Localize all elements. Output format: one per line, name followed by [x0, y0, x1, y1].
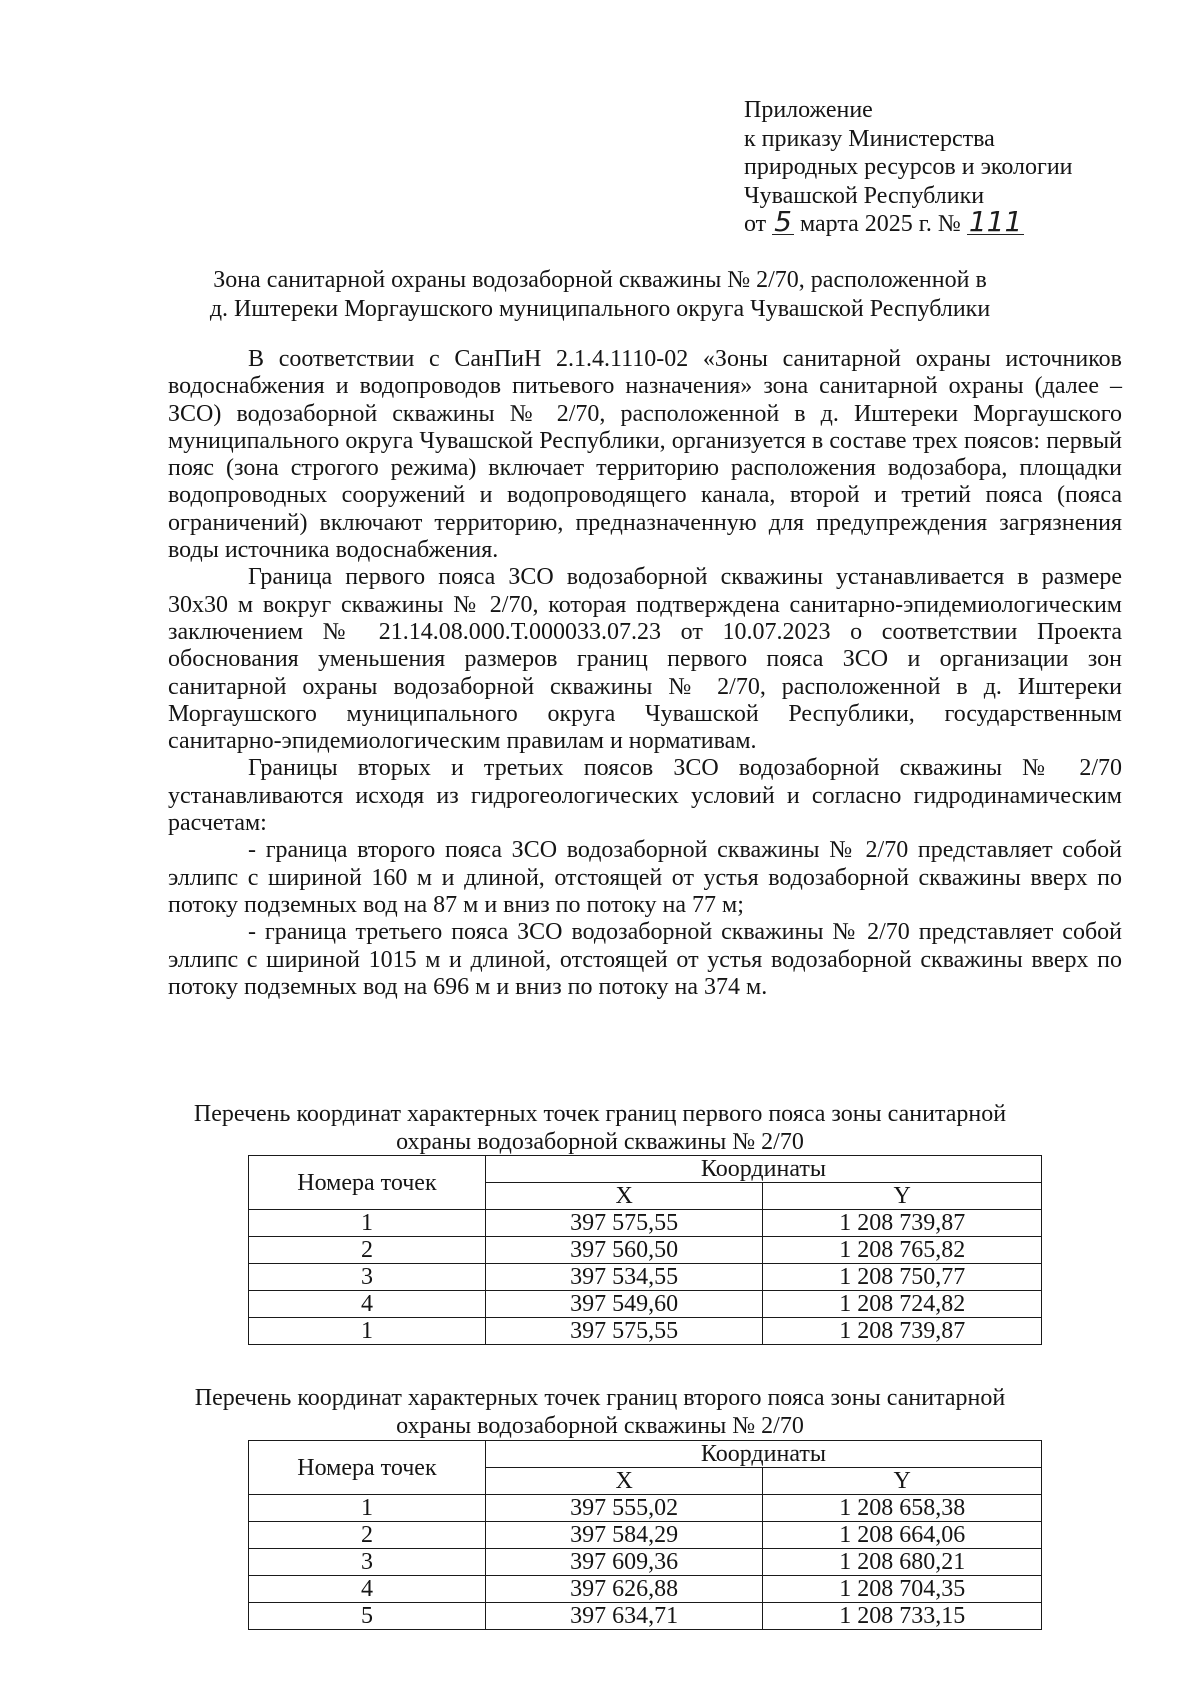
cell-y: 1 208 658,38 — [763, 1495, 1042, 1522]
table-title-line: охраны водозаборной скважины № 2/70 — [396, 1129, 804, 1155]
cell-x: 397 609,36 — [485, 1549, 763, 1576]
table-row — [249, 1522, 1042, 1549]
table-row — [249, 1264, 1042, 1291]
header-y: Y — [763, 1183, 1042, 1210]
appendix-line: природных ресурсов и экологии — [744, 154, 1073, 180]
cell-x: 397 634,71 — [485, 1603, 763, 1630]
cell-point: 2 — [249, 1237, 486, 1264]
document-title — [150, 266, 1050, 324]
appendix-date-line — [744, 205, 1073, 239]
table-row — [249, 1210, 1042, 1237]
cell-x: 397 534,55 — [485, 1264, 763, 1291]
table1-coordinates — [248, 1155, 1042, 1345]
paragraph: В соответствии с СанПиН 2.1.4.1110-02 «Зоны санитарной охраны источников водоснабжения и водопроводов питьевого назначения» зона санитарной охраны (далее – ЗСО) водозаборной скважины № 2/70, расположенной в д. Иштереки Моргаушского муниципального округа Чувашской Республики, организуется в составе трех поясов: первый пояс (зона строгого режима) включает территорию расположения водозабора, площадки водопроводных сооружений и водопроводящего канала, второй и третий пояса (пояса ограничений) включают территорию, предназначенную для предупреждения загрязнения воды источника водоснабжения. — [168, 346, 1122, 564]
cell-point: 3 — [249, 1549, 486, 1576]
cell-y: 1 208 750,77 — [763, 1264, 1042, 1291]
paragraph: - граница третьего пояса ЗСО водозаборной скважины № 2/70 представляет собой эллипс с шириной 1015 м и длиной, отстоящей от устья водозаборной скважины вверх по потоку подземных вод на 696 м и вниз по потоку на 374 м. — [168, 919, 1122, 1000]
header-y: Y — [763, 1468, 1042, 1495]
cell-y: 1 208 765,82 — [763, 1237, 1042, 1264]
cell-point: 4 — [249, 1576, 486, 1603]
paragraph: Граница первого пояса ЗСО водозаборной скважины устанавливается в размере 30х30 м вокруг скважины № 2/70, которая подтверждена санитарно-эпидемиологическим заключением № 21.14.08.000.Т.000033.07.23 от 10.07.2023 о соответствии Проекта обоснования уменьшения размеров границ первого пояса ЗСО и организации зон санитарной охраны водозаборной скважины № 2/70, расположенной в д. Иштереки Моргаушского муниципального округа Чувашской Республики, государственным санитарно-эпидемиологическим правилам и нормативам. — [168, 564, 1122, 755]
cell-point: 3 — [249, 1264, 486, 1291]
table-header-row — [249, 1441, 1042, 1468]
date-prefix: от — [744, 211, 767, 237]
table2-title — [150, 1384, 1050, 1440]
table-title-line: охраны водозаборной скважины № 2/70 — [396, 1413, 804, 1439]
cell-point: 1 — [249, 1495, 486, 1522]
paragraph: Границы вторых и третьих поясов ЗСО водозаборной скважины № 2/70 устанавливаются исходя из гидрогеологических условий и согласно гидродинамическим расчетам: — [168, 755, 1122, 837]
table-header-row — [249, 1156, 1042, 1183]
cell-x: 397 555,02 — [485, 1495, 763, 1522]
header-x: X — [485, 1183, 763, 1210]
document-body — [168, 346, 1122, 1001]
header-points: Номера точек — [249, 1441, 486, 1495]
table-row — [249, 1495, 1042, 1522]
header-x: X — [485, 1468, 763, 1495]
cell-x: 397 584,29 — [485, 1522, 763, 1549]
header-coordinates: Координаты — [485, 1156, 1041, 1183]
appendix-line: Приложение — [744, 97, 873, 123]
table-title-line: Перечень координат характерных точек границ первого пояса зоны санитарной — [193, 1101, 1007, 1127]
cell-x: 397 560,50 — [485, 1237, 763, 1264]
cell-point: 1 — [249, 1210, 486, 1237]
cell-point: 5 — [249, 1603, 486, 1630]
table-row — [249, 1318, 1042, 1345]
appendix-header — [744, 96, 1073, 239]
title-line: Зона санитарной охраны водозаборной скважины № 2/70, расположенной в — [213, 267, 987, 293]
cell-point: 4 — [249, 1291, 486, 1318]
header-coordinates: Координаты — [485, 1441, 1041, 1468]
cell-x: 397 626,88 — [485, 1576, 763, 1603]
cell-y: 1 208 739,87 — [763, 1210, 1042, 1237]
cell-x: 397 549,60 — [485, 1291, 763, 1318]
cell-x: 397 575,55 — [485, 1318, 763, 1345]
paragraph: - граница второго пояса ЗСО водозаборной скважины № 2/70 представляет собой эллипс с шириной 160 м и длиной, отстоящей от устья водозаборной скважины вверх по потоку подземных вод на 87 м и вниз по потоку на 77 м; — [168, 837, 1122, 918]
table-row — [249, 1549, 1042, 1576]
cell-y: 1 208 680,21 — [763, 1549, 1042, 1576]
cell-point: 2 — [249, 1522, 486, 1549]
date-suffix: марта 2025 г. № — [800, 211, 961, 237]
table2-coordinates — [248, 1440, 1042, 1630]
handwritten-day: 5 — [774, 205, 792, 238]
cell-y: 1 208 704,35 — [763, 1576, 1042, 1603]
table1-title — [150, 1100, 1050, 1156]
cell-y: 1 208 733,15 — [763, 1603, 1042, 1630]
header-points: Номера точек — [249, 1156, 486, 1210]
cell-y: 1 208 739,87 — [763, 1318, 1042, 1345]
table-row — [249, 1237, 1042, 1264]
table-row — [249, 1603, 1042, 1630]
appendix-line: к приказу Министерства — [744, 125, 995, 152]
cell-x: 397 575,55 — [485, 1210, 763, 1237]
title-line: д. Иштереки Моргаушского муниципального округа Чувашской Республики — [209, 296, 991, 322]
appendix-line: Чувашской Республики — [744, 182, 985, 209]
table-title-line: Перечень координат характерных точек границ второго пояса зоны санитарной — [194, 1385, 1006, 1411]
cell-y: 1 208 664,06 — [763, 1522, 1042, 1549]
handwritten-order-number: 111 — [968, 205, 1023, 238]
table-row — [249, 1576, 1042, 1603]
cell-y: 1 208 724,82 — [763, 1291, 1042, 1318]
table-row — [249, 1291, 1042, 1318]
cell-point: 1 — [249, 1318, 486, 1345]
